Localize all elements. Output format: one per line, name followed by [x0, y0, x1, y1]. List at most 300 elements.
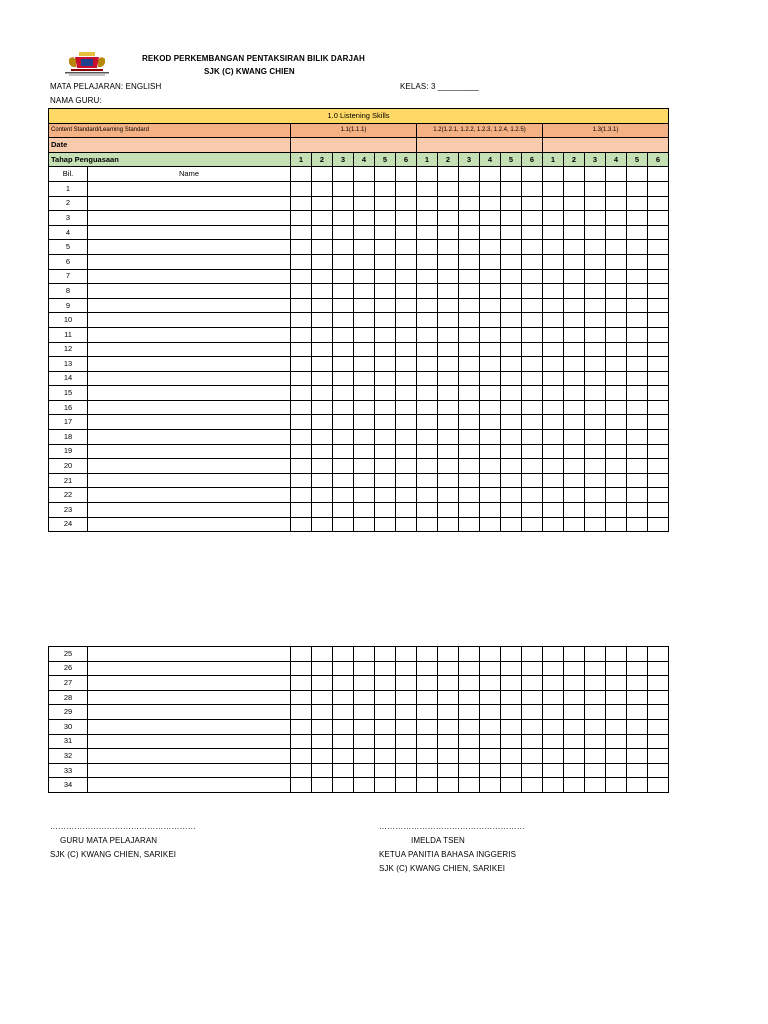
level-cell[interactable] — [459, 430, 480, 445]
student-name-cell[interactable] — [88, 181, 291, 196]
level-cell[interactable] — [543, 313, 564, 328]
level-cell[interactable] — [501, 503, 522, 518]
level-cell[interactable] — [585, 647, 606, 662]
level-cell[interactable] — [291, 196, 312, 211]
level-cell[interactable] — [543, 240, 564, 255]
level-cell[interactable] — [417, 430, 438, 445]
level-cell[interactable] — [417, 647, 438, 662]
level-cell[interactable] — [438, 240, 459, 255]
student-name-cell[interactable] — [88, 676, 291, 691]
level-cell[interactable] — [333, 778, 354, 793]
level-cell[interactable] — [606, 313, 627, 328]
level-cell[interactable] — [312, 357, 333, 372]
level-cell[interactable] — [396, 386, 417, 401]
student-name-cell[interactable] — [88, 517, 291, 532]
level-cell[interactable] — [417, 734, 438, 749]
level-cell[interactable] — [375, 778, 396, 793]
level-cell[interactable] — [585, 225, 606, 240]
level-cell[interactable] — [312, 181, 333, 196]
level-cell[interactable] — [627, 503, 648, 518]
level-cell[interactable] — [291, 415, 312, 430]
level-cell[interactable] — [627, 763, 648, 778]
level-cell[interactable] — [648, 473, 669, 488]
level-cell[interactable] — [648, 488, 669, 503]
student-name-cell[interactable] — [88, 444, 291, 459]
level-cell[interactable] — [543, 459, 564, 474]
level-cell[interactable] — [627, 386, 648, 401]
level-cell[interactable] — [648, 503, 669, 518]
level-cell[interactable] — [564, 313, 585, 328]
level-cell[interactable] — [564, 269, 585, 284]
level-cell[interactable] — [354, 647, 375, 662]
level-cell[interactable] — [522, 298, 543, 313]
level-cell[interactable] — [648, 196, 669, 211]
level-cell[interactable] — [354, 763, 375, 778]
level-cell[interactable] — [333, 225, 354, 240]
level-cell[interactable] — [585, 749, 606, 764]
level-cell[interactable] — [606, 181, 627, 196]
level-cell[interactable] — [480, 415, 501, 430]
level-cell[interactable] — [585, 734, 606, 749]
level-cell[interactable] — [480, 357, 501, 372]
level-cell[interactable] — [627, 459, 648, 474]
level-cell[interactable] — [312, 661, 333, 676]
level-cell[interactable] — [522, 778, 543, 793]
level-cell[interactable] — [312, 647, 333, 662]
level-cell[interactable] — [564, 488, 585, 503]
level-cell[interactable] — [459, 357, 480, 372]
level-cell[interactable] — [627, 444, 648, 459]
level-cell[interactable] — [543, 327, 564, 342]
level-cell[interactable] — [333, 298, 354, 313]
level-cell[interactable] — [564, 342, 585, 357]
level-cell[interactable] — [585, 254, 606, 269]
level-cell[interactable] — [501, 254, 522, 269]
level-cell[interactable] — [396, 430, 417, 445]
level-cell[interactable] — [627, 357, 648, 372]
level-cell[interactable] — [480, 211, 501, 226]
level-cell[interactable] — [333, 327, 354, 342]
level-cell[interactable] — [396, 517, 417, 532]
level-cell[interactable] — [375, 313, 396, 328]
level-cell[interactable] — [438, 211, 459, 226]
level-cell[interactable] — [417, 705, 438, 720]
level-cell[interactable] — [648, 430, 669, 445]
student-name-cell[interactable] — [88, 225, 291, 240]
level-cell[interactable] — [291, 647, 312, 662]
level-cell[interactable] — [375, 327, 396, 342]
level-cell[interactable] — [333, 444, 354, 459]
student-name-cell[interactable] — [88, 705, 291, 720]
level-cell[interactable] — [396, 719, 417, 734]
level-cell[interactable] — [375, 371, 396, 386]
level-cell[interactable] — [564, 444, 585, 459]
level-cell[interactable] — [543, 254, 564, 269]
level-cell[interactable] — [312, 749, 333, 764]
level-cell[interactable] — [354, 415, 375, 430]
level-cell[interactable] — [648, 661, 669, 676]
level-cell[interactable] — [543, 661, 564, 676]
level-cell[interactable] — [627, 181, 648, 196]
level-cell[interactable] — [312, 386, 333, 401]
level-cell[interactable] — [417, 371, 438, 386]
level-cell[interactable] — [396, 763, 417, 778]
level-cell[interactable] — [627, 284, 648, 299]
level-cell[interactable] — [459, 254, 480, 269]
level-cell[interactable] — [375, 749, 396, 764]
level-cell[interactable] — [333, 269, 354, 284]
level-cell[interactable] — [396, 444, 417, 459]
level-cell[interactable] — [396, 473, 417, 488]
level-cell[interactable] — [564, 763, 585, 778]
level-cell[interactable] — [522, 400, 543, 415]
student-name-cell[interactable] — [88, 313, 291, 328]
level-cell[interactable] — [627, 342, 648, 357]
level-cell[interactable] — [501, 661, 522, 676]
student-name-cell[interactable] — [88, 342, 291, 357]
level-cell[interactable] — [627, 778, 648, 793]
level-cell[interactable] — [522, 749, 543, 764]
level-cell[interactable] — [417, 313, 438, 328]
level-cell[interactable] — [291, 284, 312, 299]
level-cell[interactable] — [627, 415, 648, 430]
level-cell[interactable] — [501, 342, 522, 357]
level-cell[interactable] — [501, 240, 522, 255]
level-cell[interactable] — [501, 211, 522, 226]
level-cell[interactable] — [585, 503, 606, 518]
level-cell[interactable] — [459, 284, 480, 299]
level-cell[interactable] — [480, 400, 501, 415]
level-cell[interactable] — [459, 473, 480, 488]
student-name-cell[interactable] — [88, 430, 291, 445]
level-cell[interactable] — [312, 690, 333, 705]
level-cell[interactable] — [417, 690, 438, 705]
level-cell[interactable] — [354, 254, 375, 269]
level-cell[interactable] — [396, 734, 417, 749]
level-cell[interactable] — [396, 488, 417, 503]
level-cell[interactable] — [354, 517, 375, 532]
level-cell[interactable] — [480, 719, 501, 734]
level-cell[interactable] — [501, 690, 522, 705]
level-cell[interactable] — [354, 342, 375, 357]
level-cell[interactable] — [459, 763, 480, 778]
level-cell[interactable] — [564, 517, 585, 532]
student-name-cell[interactable] — [88, 488, 291, 503]
level-cell[interactable] — [291, 705, 312, 720]
level-cell[interactable] — [459, 749, 480, 764]
level-cell[interactable] — [480, 778, 501, 793]
level-cell[interactable] — [606, 749, 627, 764]
level-cell[interactable] — [396, 240, 417, 255]
level-cell[interactable] — [438, 459, 459, 474]
level-cell[interactable] — [291, 778, 312, 793]
level-cell[interactable] — [417, 517, 438, 532]
level-cell[interactable] — [291, 342, 312, 357]
level-cell[interactable] — [396, 342, 417, 357]
level-cell[interactable] — [585, 240, 606, 255]
level-cell[interactable] — [459, 211, 480, 226]
level-cell[interactable] — [375, 661, 396, 676]
level-cell[interactable] — [543, 444, 564, 459]
level-cell[interactable] — [291, 225, 312, 240]
level-cell[interactable] — [627, 488, 648, 503]
level-cell[interactable] — [312, 284, 333, 299]
level-cell[interactable] — [291, 313, 312, 328]
level-cell[interactable] — [375, 430, 396, 445]
level-cell[interactable] — [501, 284, 522, 299]
level-cell[interactable] — [333, 676, 354, 691]
level-cell[interactable] — [396, 269, 417, 284]
student-name-cell[interactable] — [88, 400, 291, 415]
level-cell[interactable] — [585, 371, 606, 386]
level-cell[interactable] — [375, 254, 396, 269]
level-cell[interactable] — [354, 690, 375, 705]
level-cell[interactable] — [312, 719, 333, 734]
level-cell[interactable] — [522, 211, 543, 226]
level-cell[interactable] — [585, 357, 606, 372]
level-cell[interactable] — [396, 749, 417, 764]
level-cell[interactable] — [543, 386, 564, 401]
level-cell[interactable] — [354, 749, 375, 764]
level-cell[interactable] — [312, 240, 333, 255]
student-name-cell[interactable] — [88, 386, 291, 401]
level-cell[interactable] — [543, 211, 564, 226]
student-name-cell[interactable] — [88, 734, 291, 749]
level-cell[interactable] — [501, 719, 522, 734]
level-cell[interactable] — [459, 386, 480, 401]
level-cell[interactable] — [375, 357, 396, 372]
level-cell[interactable] — [627, 647, 648, 662]
level-cell[interactable] — [606, 357, 627, 372]
level-cell[interactable] — [417, 269, 438, 284]
level-cell[interactable] — [417, 415, 438, 430]
level-cell[interactable] — [312, 763, 333, 778]
level-cell[interactable] — [291, 473, 312, 488]
level-cell[interactable] — [375, 386, 396, 401]
level-cell[interactable] — [543, 284, 564, 299]
level-cell[interactable] — [627, 400, 648, 415]
level-cell[interactable] — [417, 211, 438, 226]
level-cell[interactable] — [480, 269, 501, 284]
level-cell[interactable] — [606, 778, 627, 793]
level-cell[interactable] — [564, 415, 585, 430]
level-cell[interactable] — [501, 327, 522, 342]
level-cell[interactable] — [522, 473, 543, 488]
level-cell[interactable] — [564, 196, 585, 211]
level-cell[interactable] — [417, 357, 438, 372]
level-cell[interactable] — [354, 503, 375, 518]
level-cell[interactable] — [375, 240, 396, 255]
level-cell[interactable] — [438, 503, 459, 518]
level-cell[interactable] — [354, 240, 375, 255]
level-cell[interactable] — [312, 225, 333, 240]
level-cell[interactable] — [291, 371, 312, 386]
level-cell[interactable] — [312, 517, 333, 532]
level-cell[interactable] — [543, 690, 564, 705]
level-cell[interactable] — [648, 357, 669, 372]
level-cell[interactable] — [543, 676, 564, 691]
level-cell[interactable] — [648, 181, 669, 196]
level-cell[interactable] — [564, 225, 585, 240]
level-cell[interactable] — [543, 196, 564, 211]
level-cell[interactable] — [354, 444, 375, 459]
level-cell[interactable] — [333, 705, 354, 720]
level-cell[interactable] — [522, 357, 543, 372]
level-cell[interactable] — [543, 719, 564, 734]
level-cell[interactable] — [417, 196, 438, 211]
level-cell[interactable] — [417, 254, 438, 269]
level-cell[interactable] — [375, 269, 396, 284]
level-cell[interactable] — [627, 298, 648, 313]
level-cell[interactable] — [606, 661, 627, 676]
level-cell[interactable] — [333, 749, 354, 764]
level-cell[interactable] — [417, 327, 438, 342]
level-cell[interactable] — [585, 661, 606, 676]
level-cell[interactable] — [438, 705, 459, 720]
level-cell[interactable] — [417, 284, 438, 299]
level-cell[interactable] — [543, 371, 564, 386]
level-cell[interactable] — [585, 181, 606, 196]
level-cell[interactable] — [480, 386, 501, 401]
level-cell[interactable] — [480, 430, 501, 445]
level-cell[interactable] — [585, 459, 606, 474]
level-cell[interactable] — [459, 269, 480, 284]
level-cell[interactable] — [585, 690, 606, 705]
level-cell[interactable] — [480, 517, 501, 532]
level-cell[interactable] — [438, 473, 459, 488]
level-cell[interactable] — [354, 705, 375, 720]
level-cell[interactable] — [522, 647, 543, 662]
level-cell[interactable] — [459, 690, 480, 705]
level-cell[interactable] — [354, 459, 375, 474]
level-cell[interactable] — [333, 473, 354, 488]
level-cell[interactable] — [333, 196, 354, 211]
level-cell[interactable] — [522, 661, 543, 676]
level-cell[interactable] — [501, 473, 522, 488]
level-cell[interactable] — [375, 400, 396, 415]
level-cell[interactable] — [333, 240, 354, 255]
level-cell[interactable] — [627, 473, 648, 488]
level-cell[interactable] — [585, 284, 606, 299]
student-name-cell[interactable] — [88, 371, 291, 386]
level-cell[interactable] — [480, 371, 501, 386]
student-name-cell[interactable] — [88, 459, 291, 474]
level-cell[interactable] — [522, 313, 543, 328]
level-cell[interactable] — [564, 459, 585, 474]
level-cell[interactable] — [606, 269, 627, 284]
level-cell[interactable] — [375, 734, 396, 749]
level-cell[interactable] — [459, 444, 480, 459]
level-cell[interactable] — [396, 503, 417, 518]
level-cell[interactable] — [480, 661, 501, 676]
level-cell[interactable] — [648, 225, 669, 240]
level-cell[interactable] — [291, 444, 312, 459]
level-cell[interactable] — [648, 254, 669, 269]
level-cell[interactable] — [585, 313, 606, 328]
level-cell[interactable] — [333, 661, 354, 676]
level-cell[interactable] — [585, 196, 606, 211]
level-cell[interactable] — [522, 459, 543, 474]
level-cell[interactable] — [354, 196, 375, 211]
level-cell[interactable] — [501, 459, 522, 474]
level-cell[interactable] — [522, 503, 543, 518]
level-cell[interactable] — [396, 661, 417, 676]
level-cell[interactable] — [627, 430, 648, 445]
level-cell[interactable] — [438, 734, 459, 749]
level-cell[interactable] — [480, 284, 501, 299]
level-cell[interactable] — [543, 503, 564, 518]
level-cell[interactable] — [543, 298, 564, 313]
level-cell[interactable] — [354, 284, 375, 299]
level-cell[interactable] — [438, 749, 459, 764]
level-cell[interactable] — [375, 181, 396, 196]
level-cell[interactable] — [459, 459, 480, 474]
level-cell[interactable] — [564, 705, 585, 720]
level-cell[interactable] — [564, 734, 585, 749]
level-cell[interactable] — [438, 430, 459, 445]
level-cell[interactable] — [291, 734, 312, 749]
level-cell[interactable] — [312, 473, 333, 488]
level-cell[interactable] — [648, 240, 669, 255]
level-cell[interactable] — [312, 488, 333, 503]
level-cell[interactable] — [333, 342, 354, 357]
level-cell[interactable] — [522, 181, 543, 196]
level-cell[interactable] — [438, 676, 459, 691]
level-cell[interactable] — [480, 763, 501, 778]
level-cell[interactable] — [606, 400, 627, 415]
level-cell[interactable] — [585, 400, 606, 415]
level-cell[interactable] — [501, 181, 522, 196]
student-name-cell[interactable] — [88, 254, 291, 269]
level-cell[interactable] — [312, 298, 333, 313]
level-cell[interactable] — [522, 676, 543, 691]
level-cell[interactable] — [417, 778, 438, 793]
level-cell[interactable] — [480, 676, 501, 691]
level-cell[interactable] — [354, 488, 375, 503]
level-cell[interactable] — [543, 778, 564, 793]
level-cell[interactable] — [543, 415, 564, 430]
level-cell[interactable] — [501, 269, 522, 284]
level-cell[interactable] — [459, 400, 480, 415]
level-cell[interactable] — [648, 342, 669, 357]
level-cell[interactable] — [438, 181, 459, 196]
level-cell[interactable] — [648, 444, 669, 459]
level-cell[interactable] — [438, 313, 459, 328]
level-cell[interactable] — [333, 763, 354, 778]
level-cell[interactable] — [648, 459, 669, 474]
level-cell[interactable] — [585, 269, 606, 284]
level-cell[interactable] — [312, 778, 333, 793]
level-cell[interactable] — [564, 719, 585, 734]
level-cell[interactable] — [459, 488, 480, 503]
level-cell[interactable] — [501, 196, 522, 211]
level-cell[interactable] — [480, 690, 501, 705]
level-cell[interactable] — [501, 430, 522, 445]
level-cell[interactable] — [648, 284, 669, 299]
student-name-cell[interactable] — [88, 284, 291, 299]
level-cell[interactable] — [375, 415, 396, 430]
level-cell[interactable] — [648, 400, 669, 415]
level-cell[interactable] — [459, 647, 480, 662]
level-cell[interactable] — [543, 734, 564, 749]
level-cell[interactable] — [522, 254, 543, 269]
level-cell[interactable] — [480, 225, 501, 240]
level-cell[interactable] — [333, 488, 354, 503]
level-cell[interactable] — [396, 676, 417, 691]
level-cell[interactable] — [501, 763, 522, 778]
level-cell[interactable] — [333, 430, 354, 445]
level-cell[interactable] — [501, 734, 522, 749]
